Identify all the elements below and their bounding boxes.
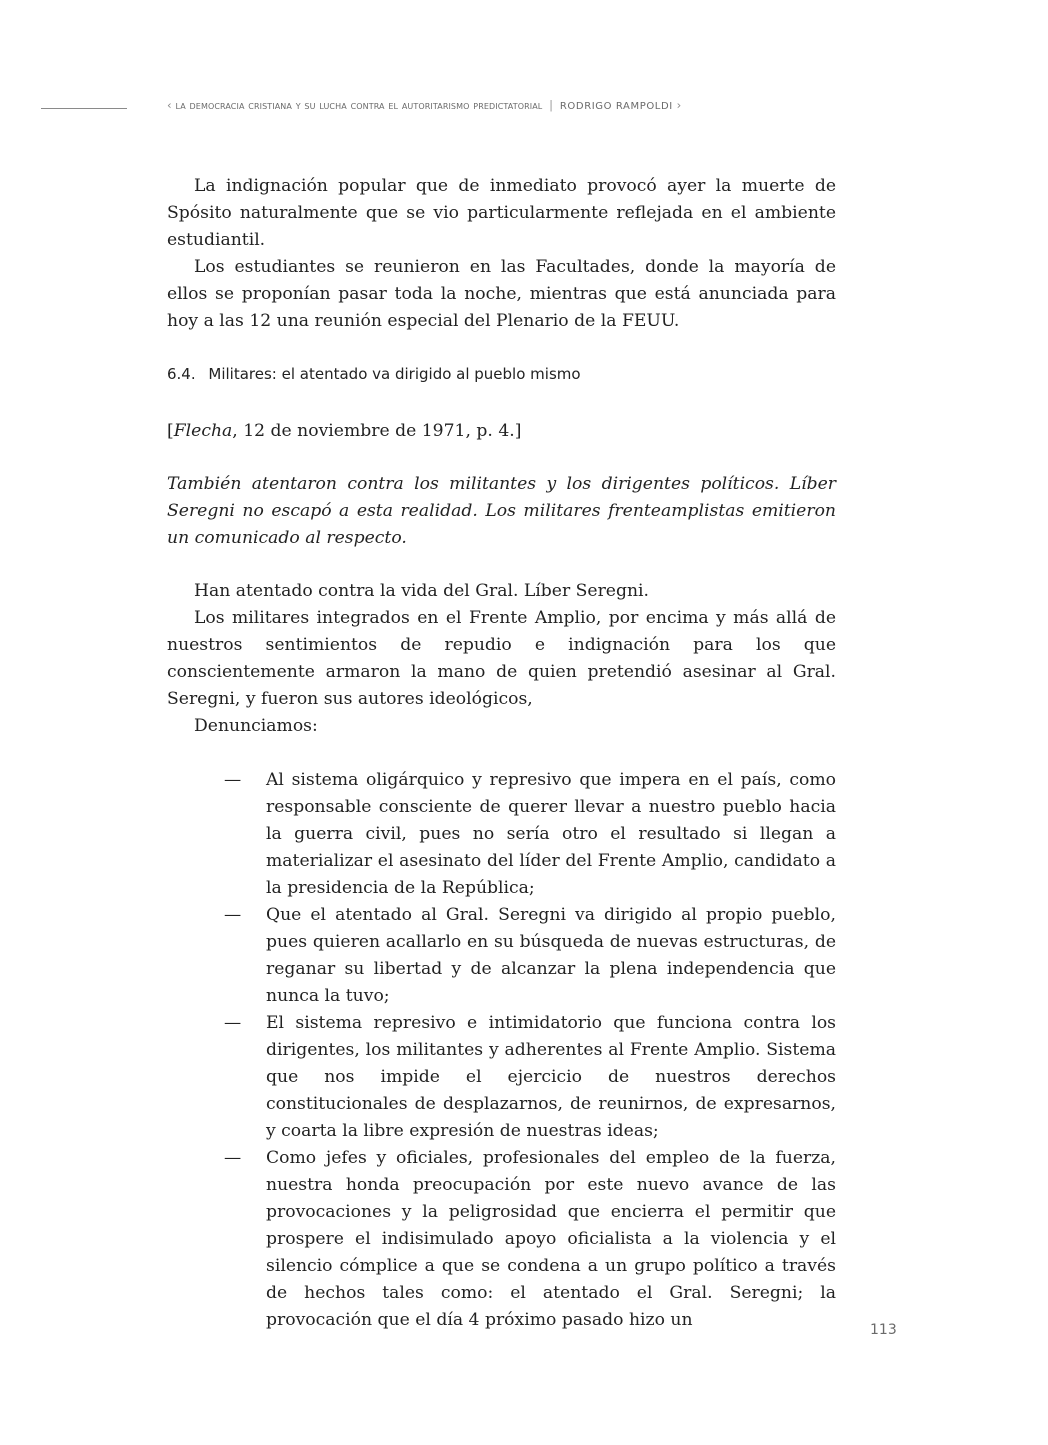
paragraph: Denunciamos:: [194, 716, 318, 736]
dash-marker: —: [224, 1013, 242, 1033]
running-head: [167, 98, 681, 112]
paragraph: Han atentado contra la vida del Gral. Líber Seregni.: [194, 581, 650, 601]
chevron-left-icon: ‹: [167, 98, 172, 112]
intro-block: [167, 173, 836, 335]
author-name: RODRIGO RAMPOLDI: [559, 101, 673, 112]
source-details: , 12 de noviembre de 1971, p. 4.]: [232, 421, 522, 441]
list-item: [167, 767, 836, 902]
paragraph: Los militares integrados en el Frente Amplio, por encima y más allá de nuestros sentimientos de repudio e indignación para los que conscientemente armaron la mano de quien pretendió asesinar al Gral. Seregni, y fueron sus autores ideológicos,: [167, 608, 836, 709]
list-item: [167, 1145, 836, 1334]
list-item-text: Que el atentado al Gral. Seregni va dirigido al propio pueblo, pues quieren acallarlo en su búsqueda de nuevas estructuras, de reganar su libertad y de alcanzar la plena independencia que nunca la tuvo;: [266, 905, 836, 1006]
chevron-right-icon: ›: [676, 98, 682, 112]
denuncia-list: [167, 767, 836, 1334]
list-item-text: El sistema represivo e intimidatorio que funciona contra los dirigentes, los militantes y adherentes al Frente Amplio. Sistema que nos impide el ejercicio de nuestros derechos constitucionales de desplazarnos, de reunirnos, de expresarnos, y coarta la libre expresión de nuestras ideas;: [266, 1013, 836, 1141]
italic-paragraph: También atentaron contra los militantes y los dirigentes políticos. Líber Seregni no escapó a esta realidad. Los militares frenteamplistas emitieron un comunicado al respecto.: [167, 474, 836, 548]
dash-marker: —: [224, 905, 242, 925]
bracket-open: [: [167, 421, 174, 441]
header-separator: |: [549, 98, 554, 112]
list-item: [167, 902, 836, 1010]
header-rule: [41, 108, 127, 109]
section-number: 6.4.: [167, 365, 196, 383]
dash-marker: —: [224, 1148, 242, 1168]
list-item: [167, 1010, 836, 1145]
publication-name: Flecha: [173, 421, 233, 441]
italic-intro: [167, 471, 836, 552]
paragraph: La indignación popular que de inmediato provocó ayer la muerte de Spósito naturalmente que se vio particularmente reflejada en el ambiente estudiantil.: [167, 176, 836, 250]
list-item-text: Como jefes y oficiales, profesionales del empleo de la fuerza, nuestra honda preocupación por este nuevo avance de las provocaciones y la peligrosidad que encierra el permitir que prospere el indisimulado apoyo oficialista a la violencia y el silencio cómplice a que se condena a un grupo político a través de hechos tales como: el atentado el Gral. Seregni; la provocación que el día 4 próximo pasado hizo un: [266, 1148, 836, 1330]
source-reference: [167, 418, 836, 445]
list-item-text: Al sistema oligárquico y represivo que impera en el país, como responsable consciente de querer llevar a nuestro pueblo hacia la guerra civil, pues no sería otro el resultado si llegan a materializar el asesinato del líder del Frente Amplio, candidato a la presidencia de la República;: [266, 770, 836, 898]
section-title: Militares: el atentado va dirigido al pueblo mismo: [208, 365, 581, 383]
body-block: [167, 578, 836, 740]
page-number: 113: [870, 1322, 897, 1338]
dash-marker: —: [224, 770, 242, 790]
section-heading: [167, 365, 581, 383]
book-title: la democracia cristiana y su lucha contra el autoritarismo predictatorial: [175, 98, 543, 112]
paragraph: Los estudiantes se reunieron en las Facultades, donde la mayoría de ellos se proponían pasar toda la noche, mientras que está anunciada para hoy a las 12 una reunión especial del Plenario de la FEUU.: [167, 257, 836, 331]
